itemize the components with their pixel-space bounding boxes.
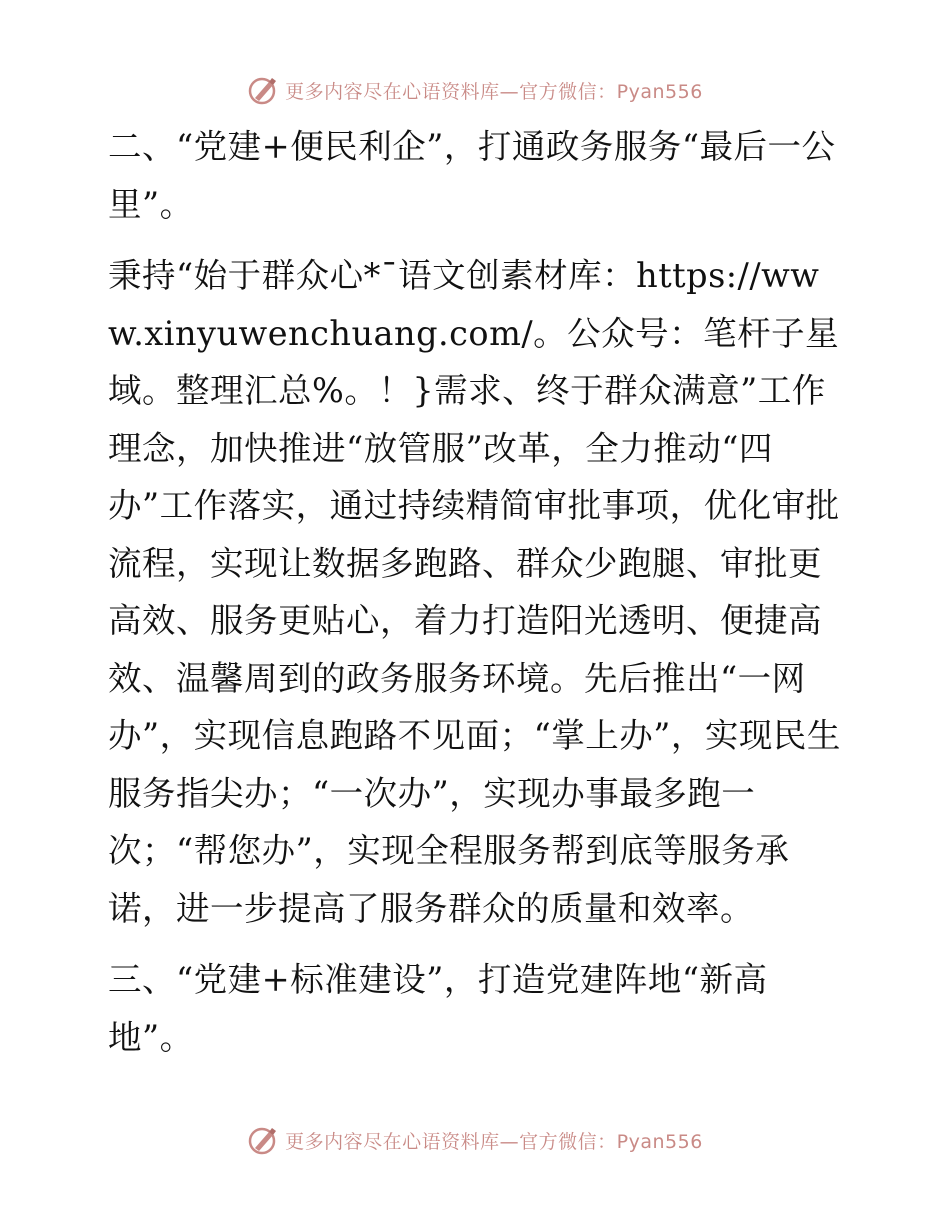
watermark-banner-top [0,70,950,110]
pen-logo-icon [247,1124,279,1156]
pen-logo-icon [247,74,279,106]
watermark-text-bottom: 更多内容尽在心语资料库—官方微信：Pyan556 [285,1130,703,1153]
section-heading-2: 二、“党建+便民利企”，打通政务服务“最后一公里”。 [108,127,836,224]
watermark-text-top: 更多内容尽在心语资料库—官方微信：Pyan556 [285,80,703,103]
body-paragraph: 秉持“始于群众心*¯语文创素材库：https://www.xinyuwenchuang.com/。公众号：笔杆子星域。整理汇总%。！}需求、终于群众满意”工作理念，加快推进“放管服”改革，全力推动“四办”工作落实，通过持续精简审批事项，优化审批流程，实现让数据多跑路、群众少跑腿、审批更高效、服务更贴心，着力打造阳光透明、便捷高效、温馨周到的政务服务环境。先后推出“一网办”，实现信息跑路不见面；“掌上办”，实现民生服务指尖办；“一次办”，实现办事最多跑一次；“帮您办”，实现全程服务帮到底等服务承诺，进一步提高了服务群众的质量和效率。 [108,256,841,928]
document-body [98,118,850,1080]
watermark-banner-bottom [0,1120,950,1160]
section-heading-3: 三、“党建+标准建设”，打造党建阵地“新高地”。 [108,960,768,1057]
